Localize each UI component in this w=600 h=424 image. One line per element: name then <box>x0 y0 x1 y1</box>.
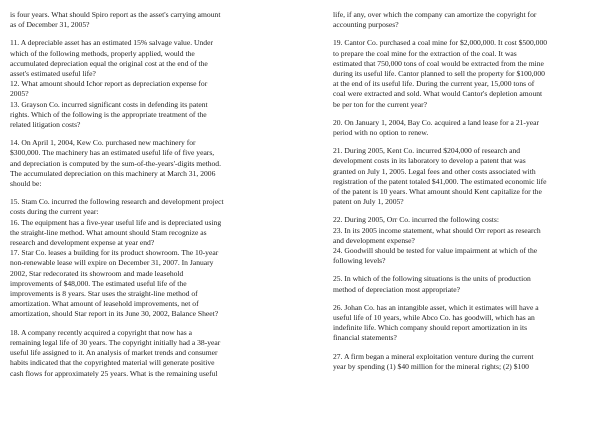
question-paragraph: 11. A depreciable asset has an estimated 15% salvage value. Under which of the following methods, properly applied, would the accumulated depreciation equal the original cost at the end of the asset's estimated useful life? <box>10 38 213 79</box>
question-paragraph: 18. A company recently acquired a copyright that now has a remaining legal life of 30 years. The copyright initially had a 38-year useful life assigned to it. An analysis of market trends and consumer habits indicated that the copyrighted material will generate positive cash flows for approximately 25 years. What is the remaining useful <box>10 327 221 378</box>
paragraph-gap <box>333 138 591 146</box>
question-paragraph: 17. Star Co. leases a building for its product showroom. The 10-year non-renewable lease will expire on December 31, 2007. In January 2002, Star redecorated its showroom and made leasehold improvements of $48,000. The estimated useful life of the improvements is 8 years. Star uses the straight-line method of amortization. What amount of leasehold improvements, net of amortization, should Star report in its June 30, 2002, Balance Sheet? <box>10 248 219 319</box>
left-column <box>10 10 300 379</box>
question-paragraph: 13. Grayson Co. incurred significant costs in defending its patent rights. Which of the following is the appropriate treatment of the related litigation costs? <box>10 99 208 130</box>
paragraph-gap <box>10 130 300 138</box>
question-paragraph: 21. During 2005, Kent Co. incurred $204,000 of research and development costs in its laboratory to develop a patent that was granted on July 1, 2005. Legal fees and other costs associated with registration of the patent totaled $41,000. The estimated economic life of the patent is 10 years. What amount should Kent capitalize for the patent on July 1, 2005? <box>333 146 547 207</box>
question-paragraph: 15. Stam Co. incurred the following research and development project costs during the current year: <box>10 197 224 217</box>
question-paragraph: 14. On April 1, 2004, Kew Co. purchased new machinery for $300,000. The machinery has an estimated useful life of five years, and depreciation is computed by the sum-of-the-years'-digits method. The accumulated depreciation on this machinery at March 31, 2006 should be: <box>10 138 221 189</box>
paragraph-gap <box>10 189 300 197</box>
question-paragraph: 20. On January 1, 2004, Bay Co. acquired a land lease for a 21-year period with no option to renew. <box>333 117 540 138</box>
question-paragraph: 19. Cantor Co. purchased a coal mine for $2,000,000. It cost $500,000 to prepare the coal mine for the extraction of the coal. It was estimated that 750,000 tons of coal would be extracted from the mine during its useful life. Cantor planned to sell the property for $100,000 at the end of its useful life. During the current year, 15,000 tons of coal were extracted and sold. What would Cantor's depletion amount be per ton for the current year? <box>333 38 548 109</box>
paragraph-gap <box>333 207 591 215</box>
question-paragraph: life, if any, over which the company can amortize the copyright for accounting purposes? <box>333 10 537 30</box>
right-column <box>333 10 591 372</box>
question-paragraph: 24. Goodwill should be tested for value impairment at which of the following levels? <box>333 246 538 266</box>
paragraph-gap <box>10 320 300 328</box>
paragraph-gap <box>333 30 591 38</box>
question-paragraph: 26. Johan Co. has an intangible asset, which it estimates will have a useful life of 10 years, while Abco Co. has goodwill, which has an indefinite life. Which company should report amortization in its financial statements? <box>333 302 539 343</box>
question-paragraph: 12. What amount should Ichor report as depreciation expense for 2005? <box>10 79 208 99</box>
paragraph-gap <box>333 295 591 303</box>
paragraph-gap <box>333 344 591 352</box>
paragraph-gap <box>333 110 591 118</box>
paragraph-gap <box>10 30 300 38</box>
question-paragraph: 23. In its 2005 income statement, what should Orr report as research and development expense? <box>333 225 541 245</box>
paragraph-gap <box>333 266 591 274</box>
question-paragraph: 16. The equipment has a five-year useful life and is depreciated using the straight-line method. What amount should Stam recognize as research and development expense at year end? <box>10 217 222 248</box>
question-paragraph: 25. In which of the following situations is the units of production method of depreciation most appropriate? <box>333 274 531 294</box>
question-paragraph: 22. During 2005, Orr Co. incurred the following costs: <box>333 215 499 225</box>
question-paragraph: 27. A firm began a mineral exploitation venture during the current year by spending (1) $40 million for the mineral rights; (2) $100 <box>333 351 534 371</box>
question-paragraph: is four years. What should Spiro report as the asset's carrying amount as of December 31, 2005? <box>10 10 221 30</box>
